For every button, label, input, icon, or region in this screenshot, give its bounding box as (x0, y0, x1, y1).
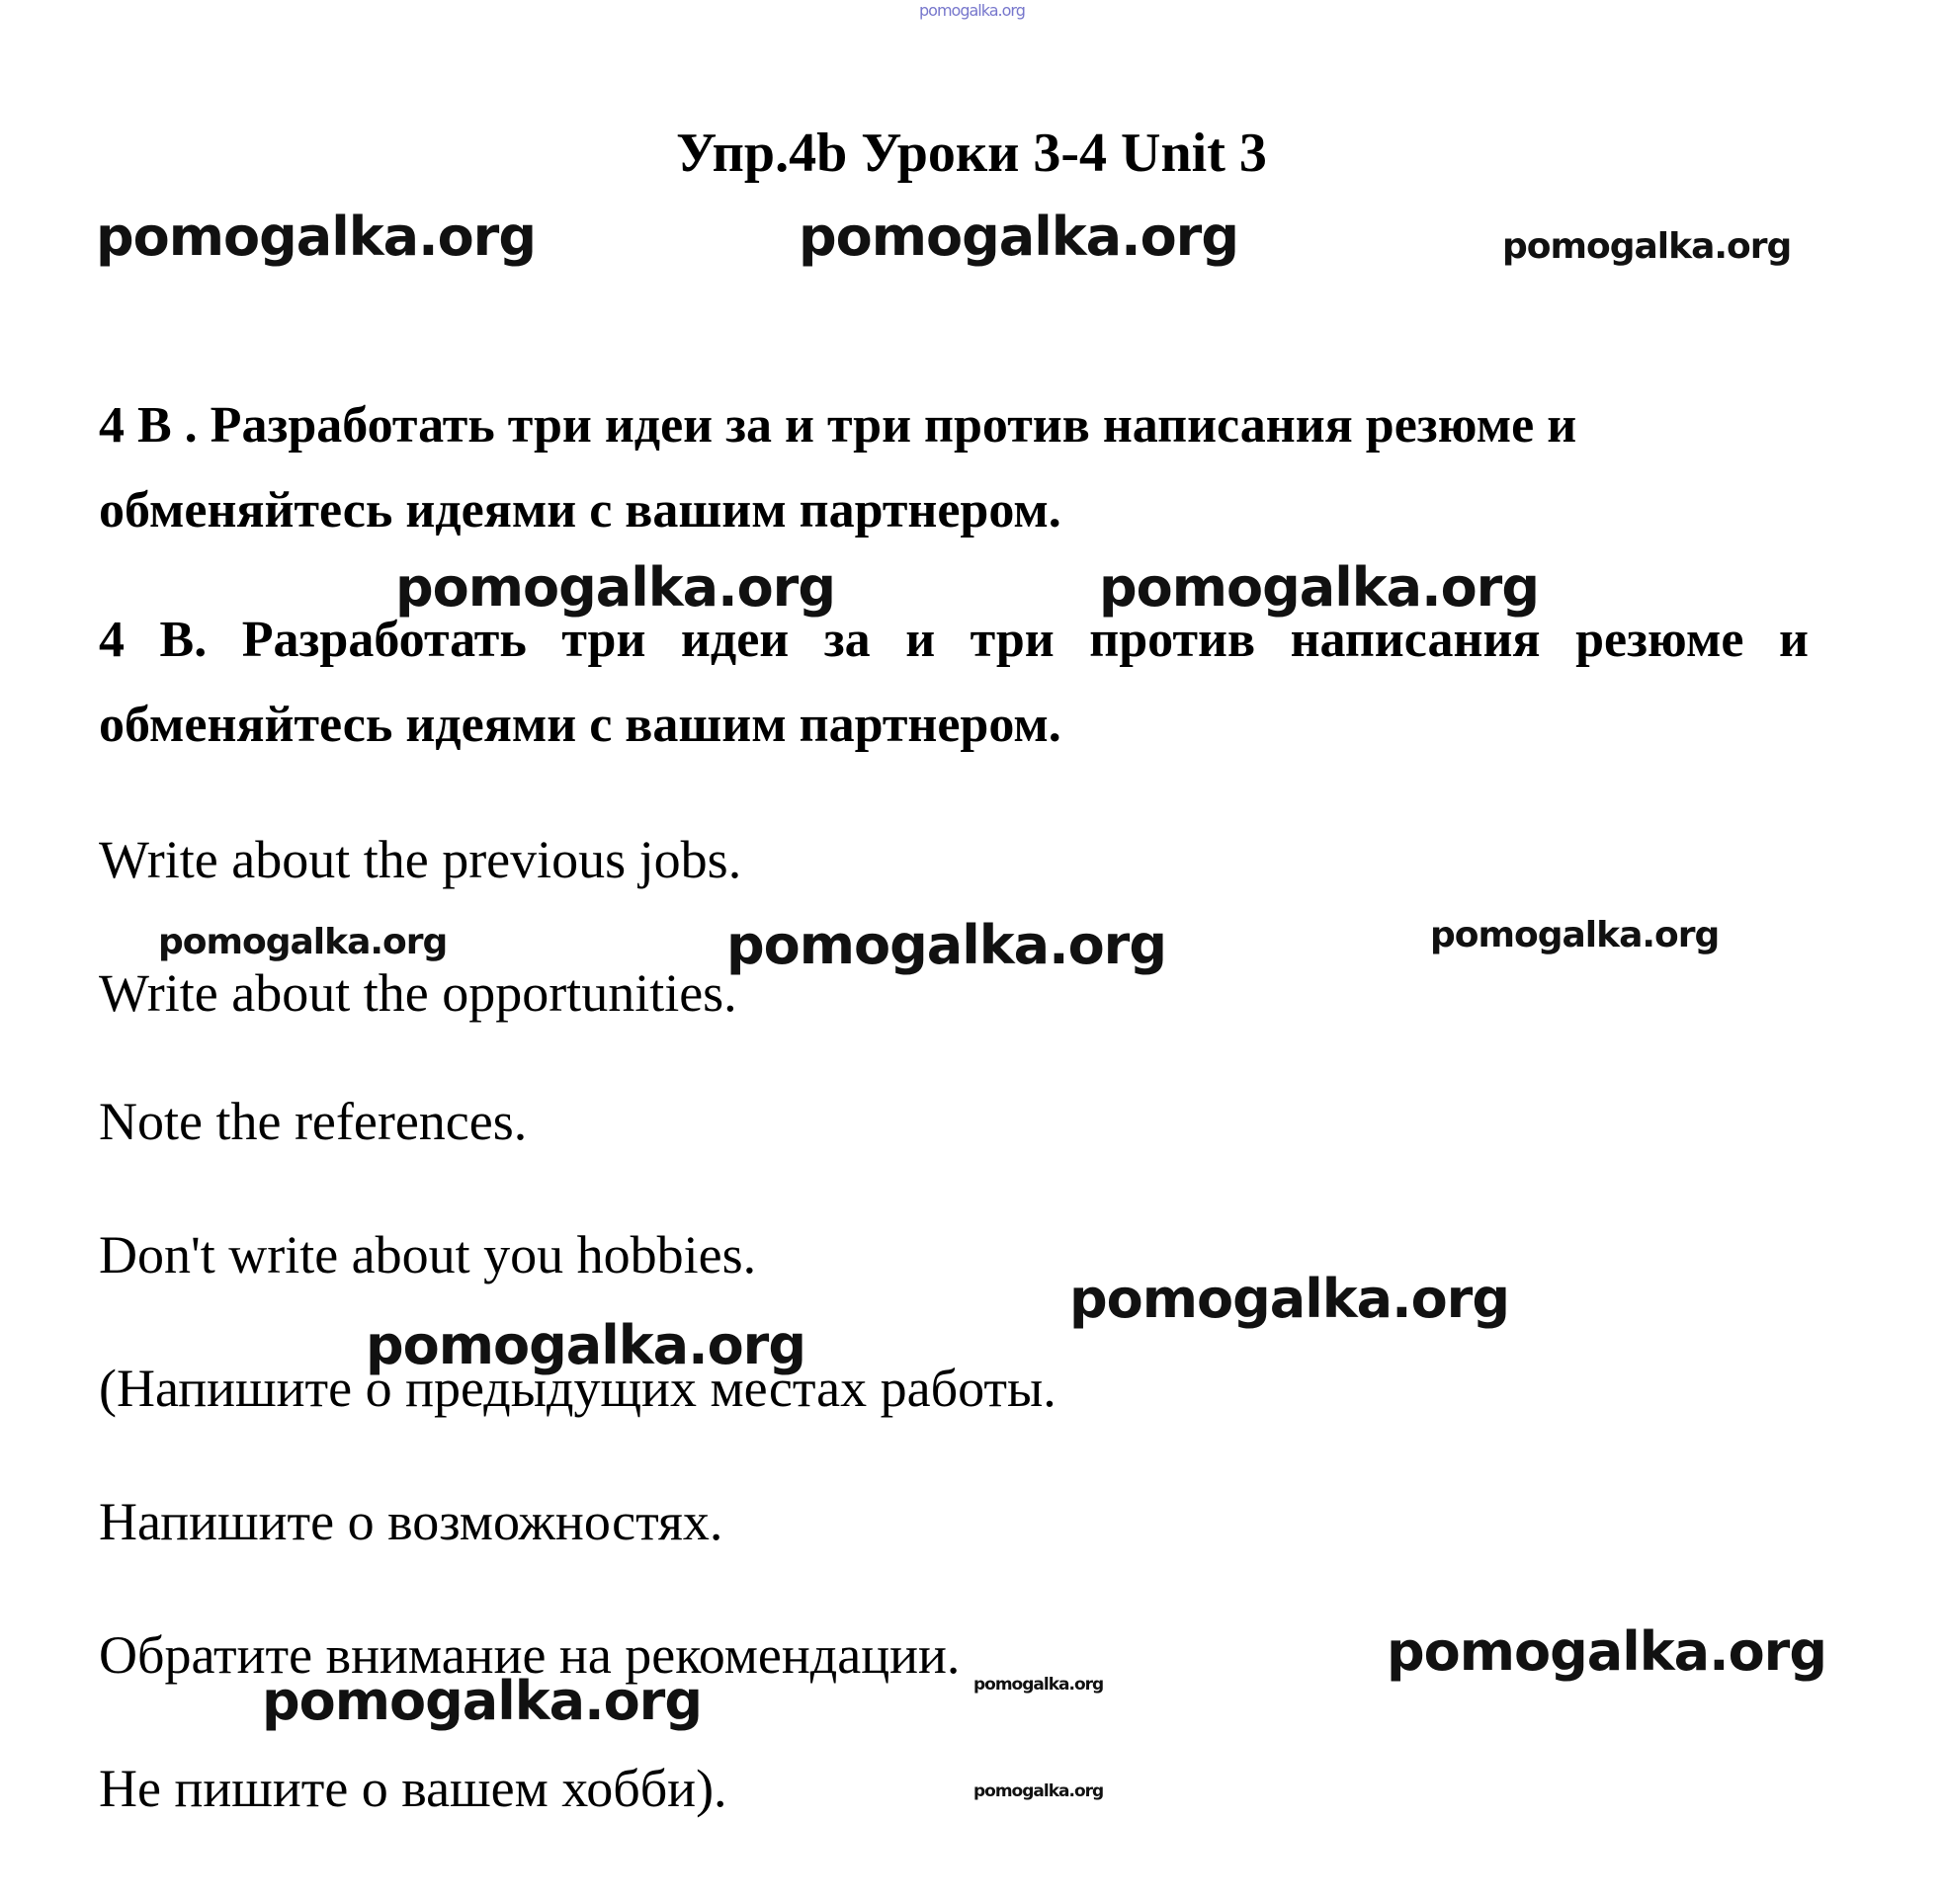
text-line: Note the references. (99, 1092, 528, 1151)
watermark: pomogalka.org (973, 1781, 1104, 1801)
watermark: pomogalka.org (158, 922, 448, 962)
watermark: pomogalka.org (262, 1670, 702, 1732)
watermark: pomogalka.org (366, 1314, 805, 1376)
watermark: pomogalka.org (973, 1675, 1104, 1695)
watermark-top: pomogalka.org (919, 1, 1025, 20)
text-line: Don't write about you hobbies. (99, 1225, 757, 1284)
text-line: Write about the opportunities. (99, 963, 737, 1023)
task-text-second: 4 B. Разработать три идеи за и три против написания резюме и обменяйтесь идеями с вашим партнером. (99, 612, 1809, 753)
watermark: pomogalka.org (1069, 1268, 1509, 1330)
watermark: pomogalka.org (1430, 915, 1720, 955)
text-line: Обратите внимание на рекомендации. (99, 1625, 961, 1685)
watermark: pomogalka.org (1387, 1620, 1826, 1683)
watermark: pomogalka.org (96, 206, 536, 268)
text-line: (Напишите о предыдущих местах работы. (99, 1359, 1056, 1418)
text-line: Напишите о возможностях. (99, 1492, 723, 1551)
watermark: pomogalka.org (1099, 556, 1539, 619)
watermark: pomogalka.org (726, 914, 1166, 976)
text-line: Write about the previous jobs. (99, 830, 742, 889)
page-title: Упр.4b Уроки 3-4 Unit 3 (676, 123, 1267, 184)
watermark: pomogalka.org (395, 556, 835, 619)
watermark: pomogalka.org (799, 206, 1238, 268)
task-text-first: 4 В . Разработать три идеи за и три против написания резюме и обменяйтесь идеями с вашим партнером. (99, 397, 1577, 538)
text-line: Не пишите о вашем хобби). (99, 1759, 727, 1818)
watermark: pomogalka.org (1502, 226, 1792, 267)
